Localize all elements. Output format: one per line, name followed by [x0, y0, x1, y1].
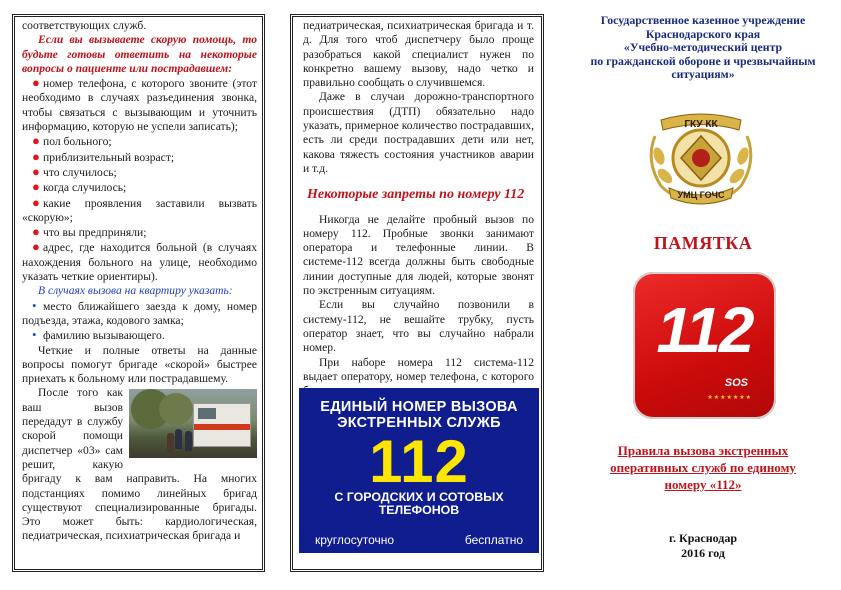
organization-name: Государственное казенное учреждение Краснодарского края «Учебно-методический центр по гражданской обороне и чрезвычайным ситуациям» — [590, 13, 816, 82]
paragraph: При наборе номера 112 система-112 выдает оператору, номер телефона, с которого — [303, 355, 534, 383]
list-item: • фамилию вызывающего. — [32, 327, 165, 343]
brochure-subtitle: Правила вызова экстренных оперативных служб по единому номеру «112» — [610, 443, 796, 492]
list-item: ● пол больного; — [32, 133, 112, 149]
bullet-icon: ● — [32, 163, 40, 179]
paragraph: После того как ваш вызов передадут в службу скорой помощи диспетчер «03» сам решит, какую бригаду к вам направить. На многих подстанциях помимо линейных бригад существуют специализированные бригады. Это может быть: кардиологическая, педиатрическая, психиатрическая бригада и — [22, 386, 257, 543]
emergency-number-banner — [299, 388, 539, 553]
stars-icon: ★★★★★★★ — [707, 395, 752, 401]
banner-footer-left: круглосуточно — [315, 533, 395, 547]
banner-footer — [315, 533, 523, 547]
bullet-icon: ● — [32, 148, 40, 164]
ambulance-questions-list — [22, 76, 257, 284]
banner-line: ЕДИНЫЙ НОМЕР ВЫЗОВА — [320, 399, 518, 415]
bullet-icon: ● — [32, 75, 40, 91]
text-continuation: соответствующих служб. — [22, 19, 147, 32]
list-item: ● номер телефона, с которого звоните (этот необходимо в случаях разъединения звонка, чтобы связаться с вызывающим и уточнить информацию, которую не успели записать); — [22, 75, 257, 134]
bullet-icon: ● — [32, 133, 40, 149]
banner-line: С ГОРОДСКИХ И СОТОВЫХ — [334, 490, 504, 504]
bullet-icon: • — [32, 297, 37, 313]
emblem-top-text: ГКУ КК — [684, 119, 718, 130]
ambulance-questions-heading: Если вы вызываете скорую помощь, то будьте готовы ответить на некоторые вопросы о пациенте или пострадавшем: — [22, 33, 257, 75]
list-item: ● что вы предприняли; — [32, 224, 147, 240]
banner-footer-right: бесплатно — [464, 533, 523, 547]
list-item: ● когда случилось; — [32, 179, 127, 195]
paragraph: педиатрическая, психиатрическая бригада и т. д. Для того чтоб диспетчеру было проще разобраться какой специалист нужен по конкретно вашему вызову, надо четко и правильно сообщать о случившемся. — [303, 19, 534, 90]
place-and-year — [572, 531, 834, 561]
bullet-icon: • — [32, 327, 37, 343]
emblem-bottom-text: УМЦ ГОЧС — [677, 190, 725, 200]
prohibitions-heading: Некоторые запреты по номеру 112 — [307, 187, 525, 203]
page-title: ПАМЯТКА — [653, 233, 753, 253]
list-item: ● какие проявления заставили вызвать «скорую»; — [22, 194, 257, 224]
bullet-icon: ● — [32, 179, 40, 195]
year: 2016 год — [681, 546, 725, 560]
organization-emblem-icon — [641, 106, 761, 206]
city: г. Краснодар — [668, 531, 738, 545]
logo-number: 112 — [656, 294, 753, 366]
ambulance-photo — [129, 389, 257, 458]
bullet-icon: ● — [32, 224, 40, 240]
banner-line: ТЕЛЕФОНОВ — [378, 503, 460, 517]
paragraph: Четкие и полные ответы на данные вопросы помогут бригаде «скорой» быстрее приехать к больному или пострадавшему. — [22, 343, 257, 386]
list-item: • место ближайшего заезда к дому, номер подъезда, этажа, кодового замка; — [22, 297, 257, 327]
paragraph: Даже в случаи дорожно-транспортного происшествия (ДТП) обязательно надо указать, примерное количество пострадавших, есть ли среди пострадавших дети или нет, какова тяжесть состояния участников аварии и т.д. — [303, 90, 534, 175]
logo-sos: SOS — [724, 377, 748, 389]
list-item: ● что случилось; — [32, 163, 117, 179]
paragraph: Никогда не делайте пробный вызов по номеру 112. Пробные звонки занимают оператора и телефонные линии. В системе-112 всегда должны быть свободные линии доступные для людей, которые звонят по экстренным ситуациям. — [303, 212, 534, 298]
bullet-icon: ● — [32, 194, 40, 210]
left-panel — [12, 14, 265, 572]
list-item: ● адрес, где находится больной (в случаях нахождения больного на улице, необходимо указать четкие ориентиры). — [22, 239, 257, 284]
paragraph: Если вы случайно позвонили в систему-112, не вешайте трубку, пусть оператор знает, что вы случайно набрали номер. — [303, 298, 534, 355]
apartment-call-heading: В случаях вызова на квартиру указать: — [38, 284, 233, 298]
list-item: ● приблизительный возраст; — [32, 148, 175, 164]
logo-112-icon — [633, 272, 776, 419]
banner-line: ЭКСТРЕННЫХ СЛУЖБ — [337, 415, 501, 431]
bullet-icon: ● — [32, 239, 40, 255]
apartment-call-list — [22, 299, 257, 344]
banner-number: 112 — [369, 428, 469, 495]
